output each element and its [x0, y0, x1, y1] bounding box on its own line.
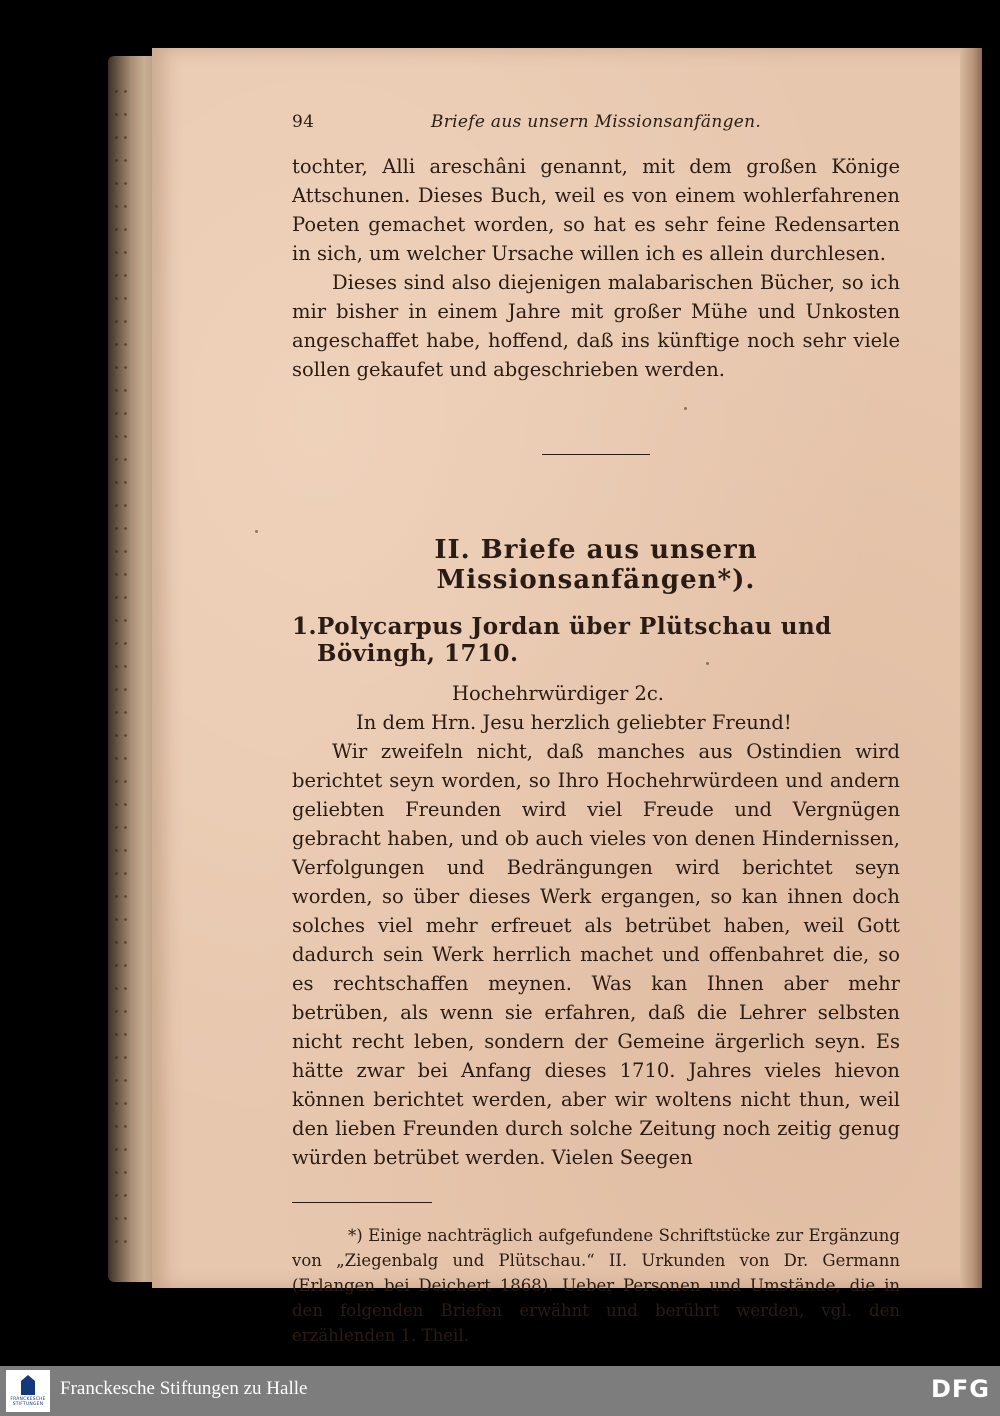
running-title: Briefe aus unsern Missionsanfängen. [430, 112, 762, 132]
letter-number: 1. [292, 613, 318, 640]
institution-name[interactable]: Franckesche Stiftungen zu Halle [60, 1378, 308, 1399]
page-number: 94 [292, 112, 315, 132]
salutation: Hochehrwürdiger 2c. [452, 682, 665, 705]
viewer-footer [0, 1366, 1000, 1416]
section-divider [542, 454, 650, 455]
letter-title: Polycarpus Jordan über Plütschau und Bövingh, 1710. [317, 613, 832, 667]
footnote: *) Einige nachträglich aufgefundene Schriftstücke zur Ergänzung von „Ziegenbalg und Plütschau.“ II. Urkunden von Dr. Germann (Erlangen bei Deichert 1868). Ueber Personen und Umstände, die in den folgenden Briefen erwähnt und berührt werden, vgl. den erzählenden 1. Theil. [292, 1226, 900, 1345]
dfg-logo[interactable]: DFG [930, 1375, 990, 1403]
section-heading: II. Briefe aus unsern Missionsanfängen*). [434, 535, 758, 595]
paper-speck [255, 530, 258, 533]
logo-text: FRANCKESCHE STIFTUNGEN [10, 1397, 46, 1407]
greeting: In dem Hrn. Jesu herzlich geliebter Freund! [356, 711, 792, 734]
paragraph: Dieses sind also diejenigen malabarischen Bücher, so ich mir bisher in einem Jahre mit großer Mühe und Unkosten angeschaffet habe, hoffend, daß ins künftige noch sehr viele sollen gekaufet und abgeschrieben werden. [292, 271, 900, 381]
letter-heading [292, 613, 900, 667]
footnote-rule [292, 1202, 432, 1203]
institution-logo[interactable] [6, 1370, 50, 1412]
paragraph: tochter, Alli areschâni genannt, mit dem großen Könige Attschunen. Dieses Buch, weil es von einem wohlerfahrenen Poeten gemachet worden, so hat es sehr feine Redensarten in sich, um welcher Ursache willen ich es allein durchlesen. [292, 155, 900, 265]
page-gutter [960, 48, 982, 1288]
page-content [292, 110, 900, 1365]
paragraph: Wir zweifeln nicht, daß manches aus Ostindien wird berichtet seyn worden, so Ihro Hochehrwürdeen und andern geliebten Freunden wird viel Freude und Vergnügen gebracht haben, und ob auch vieles von denen Hindernissen, Verfolgungen und Bedrängungen wird berichtet seyn worden, so über dieses Werk ergangen, so kan ihnen doch solches viel mehr erfreuet als betrübet haben, weil Gott dadurch sein Werk herrlich machet und offenbahret die, so es rechtschaffen meynen. Was kan Ihnen aber mehr betrüben, als wenn sie erfahren, daß die Lehrer selbsten nicht recht leben, sondern der Gemeine ärgerlich seyn. Es hätte zwar bei Anfang dieses 1710. Jahres vieles hievon können berichtet werden, aber wir woltens nicht thun, weil den lieben Freunden durch solche Zeitung noch zeitig genug würden betrübet werden. Vielen Seegen [292, 740, 900, 1169]
running-head [292, 110, 900, 140]
cover-texture [112, 80, 132, 1260]
building-icon [21, 1375, 35, 1395]
